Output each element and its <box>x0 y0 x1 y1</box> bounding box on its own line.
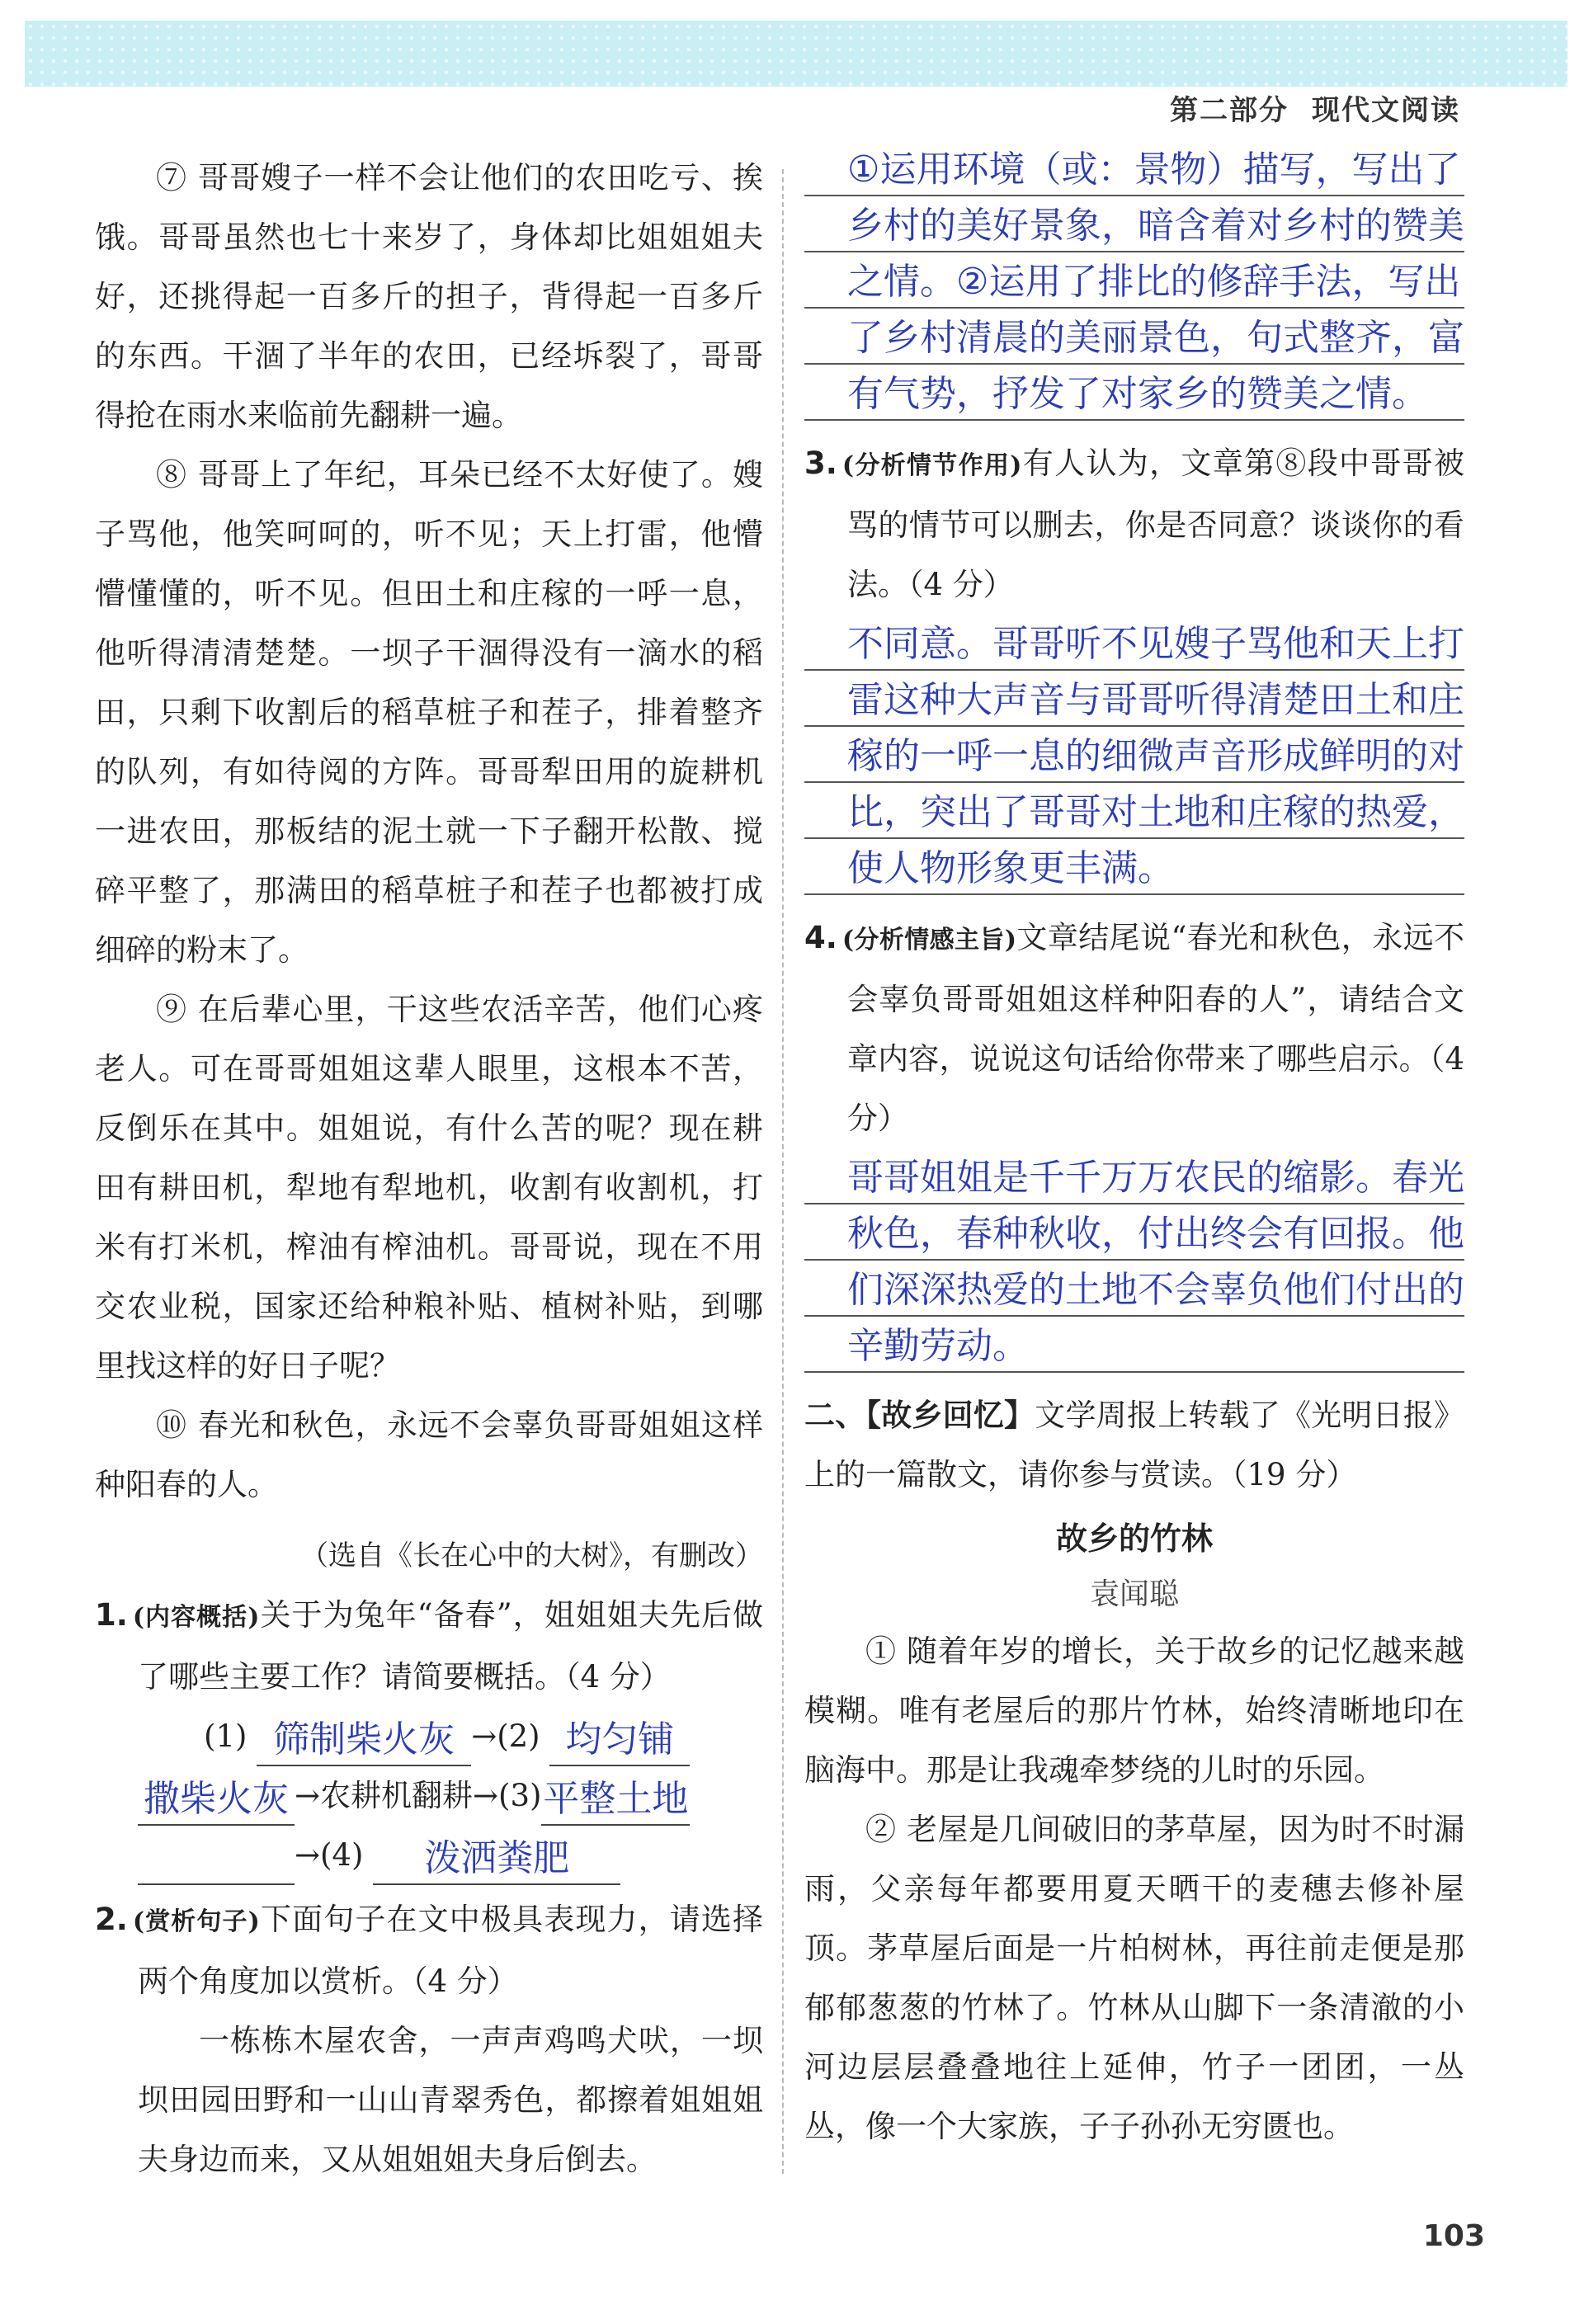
column-divider <box>782 169 784 2174</box>
question-2 <box>95 1890 763 2011</box>
question-2-answer: ①运用环境（或：景物）描写，写出了乡村的美好景象，暗含着对乡村的赞美之情。②运用了排比的修辞手法，写出了乡村清晨的美丽景色，句式整齐，富有气势，抒发了对家乡的赞美之情。 <box>804 142 1464 422</box>
essay-paragraph-2: ② 老屋是几间破旧的茅草屋，因为时不时漏雨，父亲每年都要用夏天晒干的麦穗去修补屋顶。茅草屋后面是一片柏树林，再往前走便是那郁郁葱葱的竹林了。竹林从山脚下一条清澈的小河边层层叠叠地往上延伸，竹子一团团，一丛丛，像一个大家族，子子孙孙无穷匮也。 <box>804 1812 1464 2144</box>
step-2-label: →(2) <box>471 1718 540 1754</box>
question-4-text: 文章结尾说“春光和秋色，永远不会辜负哥哥姐姐这样种阳春的人”，请结合文章内容，说说这句话给你带来了哪些启示。（4 分） <box>847 920 1464 1136</box>
question-3 <box>804 434 1464 615</box>
page-number: 103 <box>1422 2219 1485 2253</box>
part-label: 第二部分 <box>1170 94 1289 127</box>
answer-blank-3-cont <box>138 1883 295 1885</box>
answer-blank-1: 筛制柴火灰 <box>257 1715 471 1766</box>
question-4-answer: 哥哥姐姐是千千万万农民的缩影。春光秋色，春种秋收，付出终会有回报。他们深深热爱的土地不会辜负他们付出的辛勤劳动。 <box>804 1150 1464 1374</box>
paragraph-8: ⑧ 哥哥上了年纪，耳朵已经不太好使了。嫂子骂他，他笑呵呵的，听不见；天上打雷，他懵懵懂懂的，听不见。但田土和庄稼的一呼一息，他听得清清楚楚。一坝子干涸得没有一滴水的稻田，只剩下收割后的稻草桩子和茬子，排着整齐的队列，有如待阅的方阵。哥哥犁田用的旋耕机一进农田，那板结的泥土就一下子翻开松散、搅碎平整了，那满田的稻草桩子和茬子也都被打成细碎的粉末了。 <box>95 457 763 968</box>
question-3-tag: (分析情节作用) <box>842 451 1022 480</box>
section-2-prefix: 二、 <box>804 1398 866 1433</box>
essay-title: 故乡的竹林 <box>1055 1520 1213 1557</box>
essay-author: 袁闻聪 <box>1089 1577 1179 1611</box>
section-2-intro <box>804 1386 1464 1505</box>
answer-blank-4: 泼洒粪肥 <box>373 1834 620 1885</box>
question-2-text: 下面句子在文中极具表现力，请选择两个角度加以赏析。（4 分） <box>138 1902 764 1999</box>
answer-blank-2b: 撒柴火灰 <box>138 1775 295 1826</box>
answer-blank-3: 平整土地 <box>541 1775 690 1826</box>
step-4-label: →(4) <box>295 1837 364 1873</box>
question-1-answer-chain <box>95 1707 763 1885</box>
step-1-label: (1) <box>204 1718 248 1754</box>
question-3-number: 3. <box>804 445 837 481</box>
question-1-tag: (内容概括) <box>132 1603 260 1632</box>
question-4 <box>804 908 1464 1148</box>
source-note: （选自《长在心中的大树》，有删改） <box>300 1539 763 1572</box>
paragraph-10: ⑩ 春光和秋色，永远不会辜负哥哥姐姐这样种阳春的人。 <box>95 1407 763 1502</box>
question-2-tag: (赏析句子) <box>132 1907 260 1936</box>
essay-paragraph-1: ① 随着年岁的增长，关于故乡的记忆越来越模糊。唯有老屋后的那片竹林，始终清晰地印在脑海中。那是让我魂牵梦绕的儿时的乐园。 <box>804 1633 1464 1788</box>
section-2-text: 文学周报上转载了《光明日报》上的一篇散文，请你参与赏读。（19 分） <box>804 1398 1465 1492</box>
question-2-number: 2. <box>95 1902 128 1937</box>
section-2-tag: 【故乡回忆】 <box>865 1398 1035 1433</box>
header-band <box>25 21 1568 87</box>
section-header <box>1170 87 1460 128</box>
paragraph-9: ⑨ 在后辈心里，干这些农活辛苦，他们心疼老人。可在哥哥姐姐这辈人眼里，这根本不苦，反倒乐在其中。姐姐说，有什么苦的呢？现在耕田有耕田机，犁地有犁地机，收割有收割机，打米有打米机，榨油有榨油机。哥哥说，现在不用交农业税，国家还给种粮补贴、植树补贴，到哪里找这样的好日子呢？ <box>95 992 763 1384</box>
paragraph-7: ⑦ 哥哥嫂子一样不会让他们的农田吃亏、挨饿。哥哥虽然也七十来岁了，身体却比姐姐姐夫好，还挑得起一百多斤的担子，背得起一百多斤的东西。干涸了半年的农田，已经坼裂了，哥哥得抢在雨水来临前先翻耕一遍。 <box>95 160 763 433</box>
right-column <box>804 148 1464 2157</box>
question-4-number: 4. <box>804 920 837 955</box>
section-title: 现代文阅读 <box>1312 94 1460 127</box>
question-3-text: 有人认为，文章第⑧段中哥哥被骂的情节可以删去，你是否同意？谈谈你的看法。（4 分） <box>847 445 1464 602</box>
question-4-tag: (分析情感主旨) <box>842 926 1017 955</box>
question-1-number: 1. <box>95 1597 128 1633</box>
left-column <box>95 148 763 2190</box>
answer-blank-2a: 均匀铺 <box>549 1715 690 1766</box>
step-3-label: →农耕机翻耕→(3) <box>295 1778 542 1813</box>
question-2-quote: 一栋栋木屋农舍，一声声鸡鸣犬吠，一坝坝田园田野和一山山青翠秀色，都擦着姐姐姐夫身边而来，又从姐姐姐夫身后倒去。 <box>138 2023 763 2177</box>
question-3-answer: 不同意。哥哥听不见嫂子骂他和天上打雷这种大声音与哥哥听得清楚田土和庄稼的一呼一息的细微声音形成鲜明的对比，突出了哥哥对土地和庄稼的热爱，使人物形象更丰满。 <box>804 616 1464 897</box>
question-1 <box>95 1586 763 1707</box>
question-1-text: 关于为兔年“备春”，姐姐姐夫先后做了哪些主要工作？请简要概括。（4 分） <box>138 1597 763 1695</box>
